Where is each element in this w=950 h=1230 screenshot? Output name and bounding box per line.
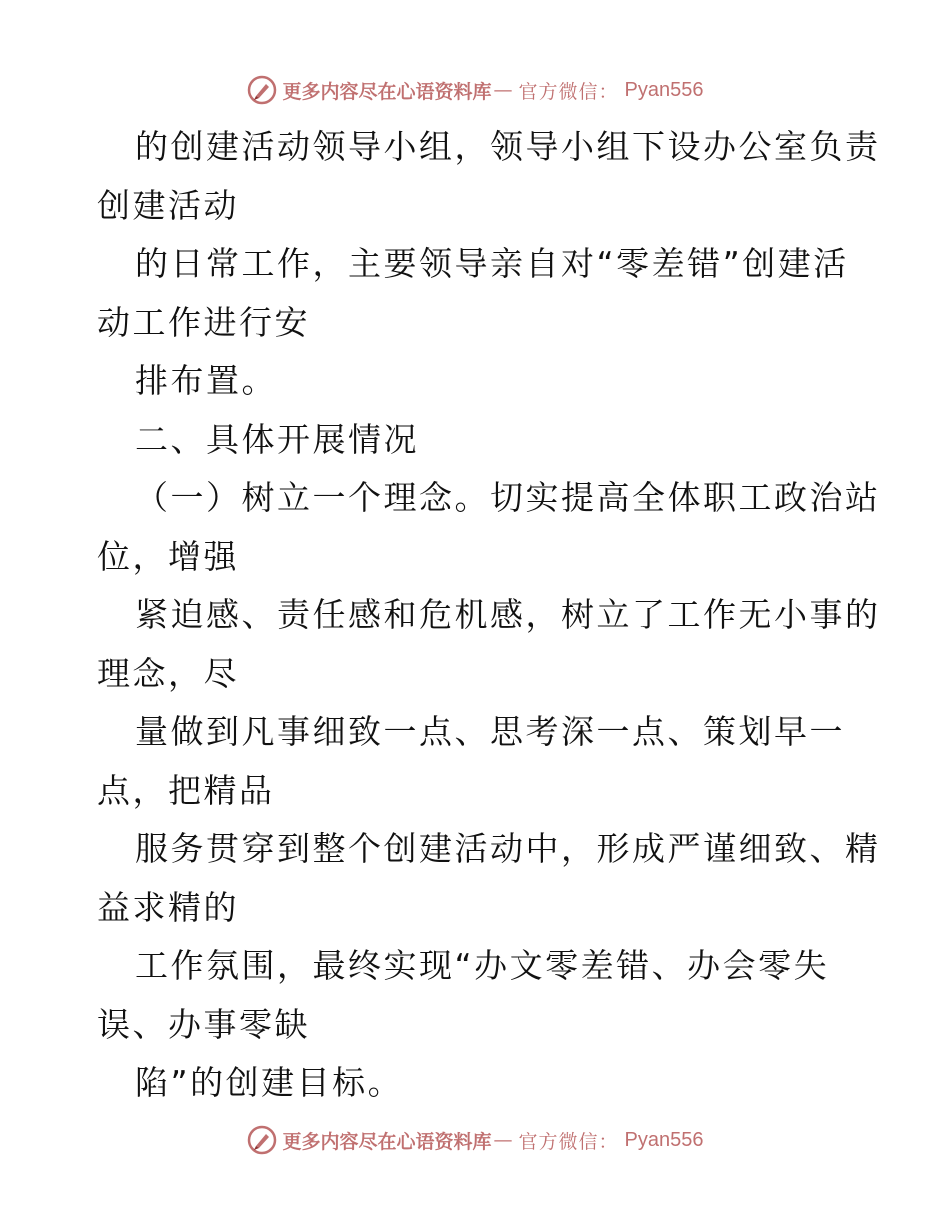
text-line: 量做到凡事细致一点、思考深一点、策划早一 (135, 712, 845, 751)
text-line: 排布置。 (135, 361, 277, 400)
text-line: 创建活动 (97, 185, 239, 225)
watermark-text: 更多内容尽在心语资料库 (282, 80, 492, 103)
watermark-text: 更多内容尽在心语资料库 (282, 1130, 492, 1153)
watermark-wechat-id: Pyan556 (624, 78, 704, 101)
text-line: 益求精的 (97, 887, 239, 927)
document-body (97, 118, 881, 1113)
text-line: 动工作进行安 (97, 302, 310, 342)
text-line: 紧迫感、责任感和危机感，树立了工作无小事的 (135, 595, 881, 634)
pen-logo-icon (247, 75, 277, 105)
pen-logo-icon (247, 1125, 277, 1155)
text-line: 位，增强 (97, 536, 239, 576)
text-line: 服务贯穿到整个创建活动中，形成严谨细致、精 (135, 829, 881, 868)
watermark-wechat-label: 官方微信： (518, 1130, 619, 1153)
header-watermark (0, 70, 950, 110)
text-line: 二、具体开展情况 (135, 419, 419, 459)
text-line: 的创建活动领导小组，领导小组下设办公室负责 (135, 127, 881, 166)
watermark-dash: — (493, 1129, 513, 1151)
text-line: 理念，尽 (97, 653, 239, 693)
text-line: 误、办事零缺 (97, 1004, 310, 1044)
text-line: （一）树立一个理念。切实提高全体职工政治站 (135, 478, 881, 517)
text-line: 点，把精品 (97, 770, 275, 810)
text-line: 工作氛围，最终实现“办文零差错、办会零失 (135, 946, 830, 985)
watermark-wechat-id: Pyan556 (624, 1128, 704, 1151)
watermark-wechat-label: 官方微信： (518, 80, 619, 103)
watermark-dash: — (493, 79, 513, 101)
footer-watermark (0, 1120, 950, 1160)
text-line: 的日常工作，主要领导亲自对“零差错”创建活 (135, 244, 849, 283)
text-line: 陷”的创建目标。 (135, 1063, 404, 1102)
